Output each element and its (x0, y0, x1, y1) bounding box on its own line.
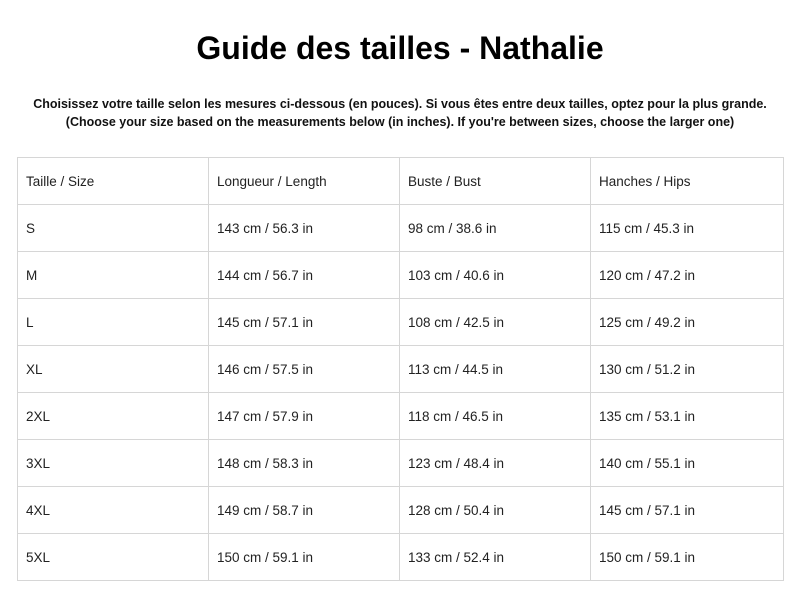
table-row (18, 534, 784, 581)
cell-size: 3XL (18, 440, 209, 487)
table-row (18, 299, 784, 346)
cell-size: 5XL (18, 534, 209, 581)
cell-size: XL (18, 346, 209, 393)
cell-bust: 133 cm / 52.4 in (400, 534, 591, 581)
cell-bust: 103 cm / 40.6 in (400, 252, 591, 299)
table-row (18, 487, 784, 534)
cell-bust: 98 cm / 38.6 in (400, 205, 591, 252)
cell-length: 148 cm / 58.3 in (209, 440, 400, 487)
cell-hips: 125 cm / 49.2 in (591, 299, 784, 346)
intro-text (0, 95, 800, 131)
cell-size: 2XL (18, 393, 209, 440)
cell-hips: 145 cm / 57.1 in (591, 487, 784, 534)
cell-length: 147 cm / 57.9 in (209, 393, 400, 440)
cell-bust: 128 cm / 50.4 in (400, 487, 591, 534)
header-hips: Hanches / Hips (591, 158, 784, 205)
cell-length: 146 cm / 57.5 in (209, 346, 400, 393)
cell-hips: 140 cm / 55.1 in (591, 440, 784, 487)
cell-length: 145 cm / 57.1 in (209, 299, 400, 346)
cell-length: 149 cm / 58.7 in (209, 487, 400, 534)
intro-line-english: (Choose your size based on the measurements below (in inches). If you're between sizes, choose the larger one) (65, 115, 735, 129)
cell-size: S (18, 205, 209, 252)
table-row (18, 393, 784, 440)
cell-size: M (18, 252, 209, 299)
cell-bust: 108 cm / 42.5 in (400, 299, 591, 346)
table-row (18, 252, 784, 299)
size-table-container (17, 157, 783, 581)
cell-size: L (18, 299, 209, 346)
cell-length: 150 cm / 59.1 in (209, 534, 400, 581)
intro-line-french: Choisissez votre taille selon les mesures ci-dessous (en pouces). Si vous êtes entre deux tailles, optez pour la plus grande. (33, 97, 767, 111)
header-length: Longueur / Length (209, 158, 400, 205)
size-table (17, 157, 784, 581)
cell-length: 143 cm / 56.3 in (209, 205, 400, 252)
header-size: Taille / Size (18, 158, 209, 205)
page-title: Guide des tailles - Nathalie (196, 30, 604, 66)
cell-bust: 118 cm / 46.5 in (400, 393, 591, 440)
cell-bust: 123 cm / 48.4 in (400, 440, 591, 487)
cell-size: 4XL (18, 487, 209, 534)
cell-hips: 150 cm / 59.1 in (591, 534, 784, 581)
cell-length: 144 cm / 56.7 in (209, 252, 400, 299)
cell-hips: 130 cm / 51.2 in (591, 346, 784, 393)
cell-hips: 135 cm / 53.1 in (591, 393, 784, 440)
table-header-row (18, 158, 784, 205)
table-row (18, 440, 784, 487)
cell-bust: 113 cm / 44.5 in (400, 346, 591, 393)
cell-hips: 120 cm / 47.2 in (591, 252, 784, 299)
cell-hips: 115 cm / 45.3 in (591, 205, 784, 252)
table-row (18, 205, 784, 252)
header-bust: Buste / Bust (400, 158, 591, 205)
table-row (18, 346, 784, 393)
